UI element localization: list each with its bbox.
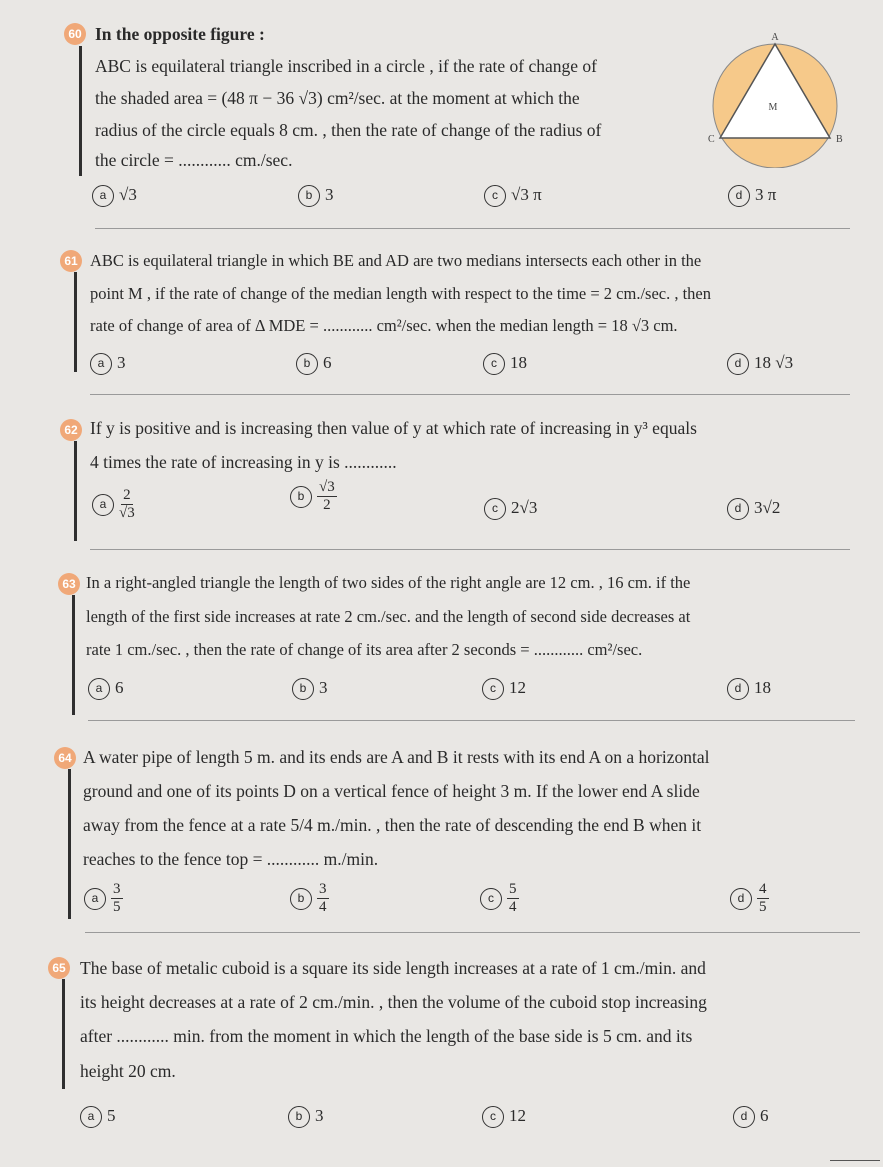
option-d[interactable]: d 18 [727,678,771,700]
option-c[interactable]: c √3 π [484,185,542,207]
option-b[interactable]: b 3 [292,678,328,700]
question-line: A water pipe of length 5 m. and its ends are A and B it rests with its end A on a horizontal [83,747,710,767]
question-line: height 20 cm. [80,1061,176,1081]
separator [90,394,850,395]
option-a[interactable]: a $\frac{2}{√3}$ [92,488,135,521]
question-line: point M , if the rate of change of the median length with respect to the time = 2 cm./sec. , then [90,284,711,303]
separator [90,549,850,550]
option-a[interactable]: a 3 [90,353,126,375]
label-b: B [836,134,843,145]
question-line: the shaded area = (48 π − 36 √3) cm²/sec. at the moment at which the [95,88,580,108]
question-number: 60 [64,23,86,45]
question-line: If y is positive and is increasing then value of y at which rate of increasing in y³ equals [90,418,697,438]
question-line: ABC is equilateral triangle inscribed in a circle , if the rate of change of [95,56,597,76]
option-c[interactable]: c 12 [482,678,526,700]
question-line: The base of metalic cuboid is a square its side length increases at a rate of 1 cm./min. and [80,958,706,978]
question-number: 61 [60,250,82,272]
separator [88,720,855,721]
option-c[interactable]: c 2√3 [484,498,537,520]
question-bar [74,272,77,372]
option-c[interactable]: c 12 [482,1106,526,1128]
question-line: rate of change of area of Δ MDE = ............ cm²/sec. when the median length = 18 √3 cm. [90,316,678,335]
option-d[interactable]: d 3√2 [727,498,780,520]
question-line: 4 times the rate of increasing in y is ............ [90,452,397,472]
question-bar [74,441,77,541]
option-a[interactable]: a $\frac{3}{5}$ [84,882,123,915]
option-d[interactable]: d 18 √3 [727,353,793,375]
option-d[interactable]: d 6 [733,1106,769,1128]
question-heading: In the opposite figure : [95,24,265,44]
question-line: ground and one of its points D on a vertical fence of height 3 m. If the lower end A slide [83,781,700,801]
option-b[interactable]: b 6 [296,353,332,375]
question-line: In a right-angled triangle the length of two sides of the right angle are 12 cm. , 16 cm. if the [86,573,691,592]
option-c[interactable]: c $\frac{5}{4}$ [480,882,519,915]
question-bar [62,979,65,1089]
option-d[interactable]: d 3 π [728,185,776,207]
question-line: the circle = ............ cm./sec. [95,150,293,170]
option-a[interactable]: a 5 [80,1106,116,1128]
question-line: reaches to the fence top = ............ m./min. [83,849,379,869]
question-line: length of the first side increases at rate 2 cm./sec. and the length of second side decreases at [86,607,691,626]
option-d[interactable]: d $\frac{4}{5}$ [730,882,769,915]
question-line: after ............ min. from the moment in which the length of the base side is 5 cm. and its [80,1026,693,1046]
option-b[interactable]: b $\frac{√3}{2}$ [290,480,337,513]
question-number: 63 [58,573,80,595]
page-edge-mark [830,1160,880,1161]
question-bar [68,769,71,919]
option-a[interactable]: a 6 [88,678,124,700]
question-number: 64 [54,747,76,769]
question-line: ABC is equilateral triangle in which BE and AD are two medians intersects each other in the [90,251,702,270]
label-m: M [768,102,778,113]
question-bar [72,595,75,715]
circle-triangle-figure [700,28,850,168]
question-line: its height decreases at a rate of 2 cm./min. , then the volume of the cuboid stop increasing [80,992,707,1012]
separator [85,932,860,933]
label-a: A [771,32,779,43]
question-number: 62 [60,419,82,441]
option-b[interactable]: b 3 [288,1106,324,1128]
option-b[interactable]: b 3 [298,185,334,207]
option-b[interactable]: b $\frac{3}{4}$ [290,882,329,915]
question-number: 65 [48,957,70,979]
separator [95,228,850,229]
question-line: radius of the circle equals 8 cm. , then the rate of change of the radius of [95,120,602,140]
question-line: rate 1 cm./sec. , then the rate of change of its area after 2 seconds = ............ cm²/sec. [86,640,643,659]
option-a[interactable]: a √3 [92,185,137,207]
question-bar [79,46,82,176]
question-line: away from the fence at a rate 5/4 m./min. , then the rate of descending the end B when it [83,815,702,835]
option-c[interactable]: c 18 [483,353,527,375]
label-c: C [708,134,715,145]
